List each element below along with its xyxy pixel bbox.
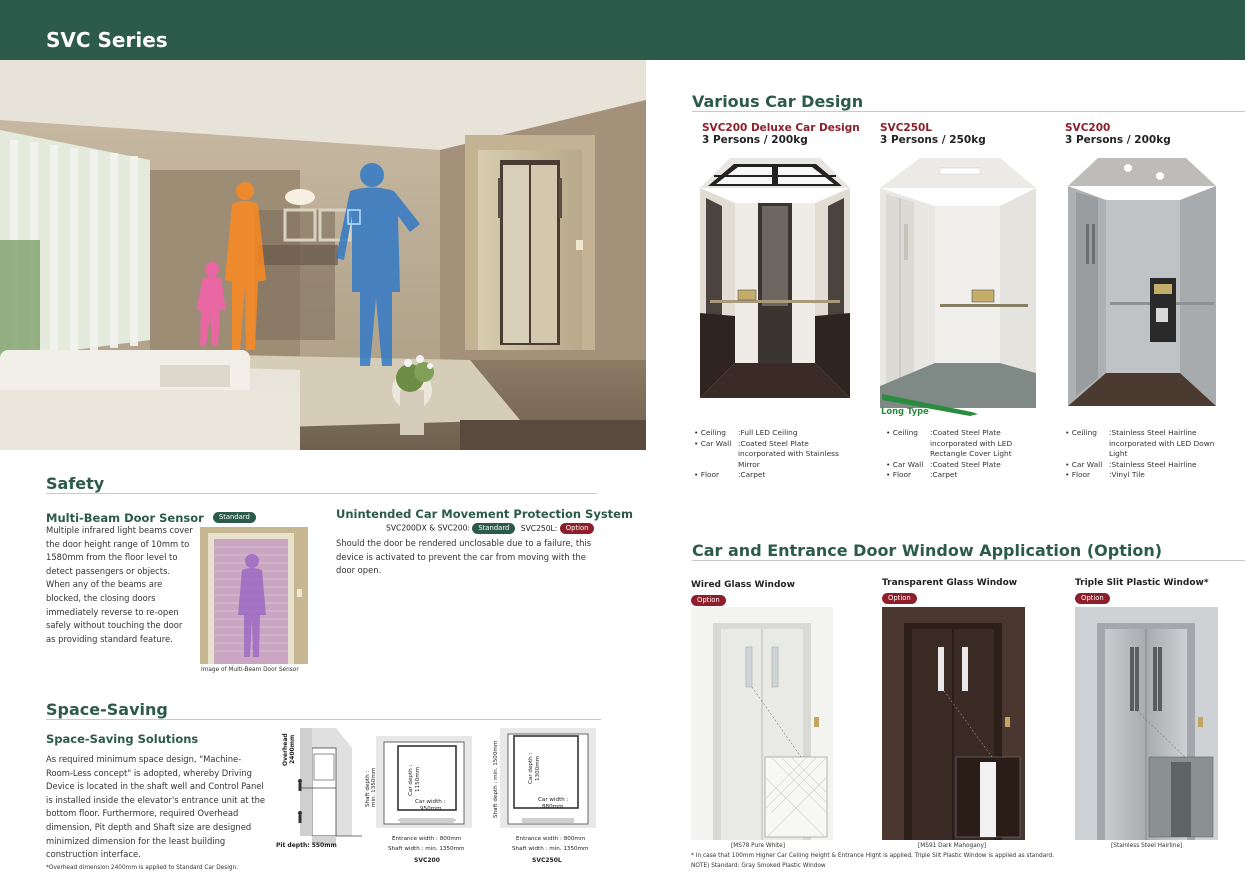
ucmp-text: Should the door be rendered unclosable due to a failure, this device is activated to prevent the car from moving with the door open. bbox=[336, 538, 592, 576]
spec-value: :Carpet bbox=[738, 470, 766, 480]
spec-key: • Car Wall bbox=[886, 459, 924, 469]
plan-svc200-name: SVC200 bbox=[414, 857, 440, 864]
window-name-1: Wired Glass Window bbox=[691, 580, 795, 590]
safety-heading: Safety bbox=[46, 474, 105, 493]
plan-svc200-shaft-depth: Shaft depth : bbox=[365, 770, 371, 807]
spec-key: • Floor bbox=[1065, 470, 1091, 480]
spec-value: :Stainless Steel Hairline bbox=[1109, 459, 1197, 469]
standard-badge: Standard bbox=[213, 512, 256, 523]
space-note: *Overhead dimension 2400mm is applied to Standard Car Design. bbox=[46, 865, 239, 871]
car-title-1 bbox=[702, 122, 860, 146]
space-text: As required minimum space design, "Machine-Room-Less concept" is adopted, whereby Driving Device is located in the shaft well and Control Panel is installed inside the elevator's entrance unit at the bottom floor. Furthermore, required Overhead dimension, Pit depth and Shaft size are designed minimized dimension for the least building construction interface. bbox=[46, 754, 266, 860]
plan-svc250l bbox=[486, 726, 604, 866]
spec-key: • Ceiling bbox=[694, 428, 726, 437]
spec-row bbox=[886, 428, 1036, 460]
section-diagram bbox=[272, 726, 362, 856]
spec-row bbox=[886, 470, 1036, 481]
plan-svc200-car-width-val: 950mm bbox=[420, 806, 442, 812]
door-caption-3: [Stainless Steel Hairline] bbox=[1111, 843, 1183, 849]
car-capacity-2: 3 Persons / 250kg bbox=[880, 134, 986, 146]
car-name-1: SVC200 Deluxe Car Design bbox=[702, 122, 860, 134]
plan-svc200-car-depth-val: 1150mm bbox=[415, 766, 421, 792]
spec-row bbox=[694, 470, 844, 481]
multibeam-sensor-image bbox=[200, 527, 308, 664]
car-specs-3 bbox=[1065, 428, 1215, 481]
spec-row bbox=[1065, 428, 1215, 460]
plan-svc200-shaft-width: Shaft width : min. 1350mm bbox=[388, 846, 465, 852]
window-name-2: Transparent Glass Window bbox=[882, 578, 1018, 588]
window-title-2 bbox=[882, 578, 1017, 607]
plan-svc250l-entrance: Entrance width : 800mm bbox=[516, 836, 586, 842]
plan-svc250l-car-depth-val: 1300mm bbox=[535, 755, 541, 781]
spec-key: • Car Wall bbox=[694, 438, 732, 448]
plan-svc200-car-depth: Car depth : bbox=[408, 764, 414, 796]
spec-value: :Coated Steel Plate bbox=[930, 459, 1001, 469]
overhead-value: 2400mm bbox=[289, 734, 296, 764]
hero-image bbox=[0, 60, 646, 450]
spec-value: :Stainless Steel Hairline incorporated with LED Down Light bbox=[1109, 428, 1215, 459]
plan-svc200 bbox=[362, 732, 482, 866]
windows-heading: Car and Entrance Door Window Application (Option) bbox=[692, 541, 1163, 560]
plan-svc250l-name: SVC250L bbox=[532, 857, 562, 864]
ucmp-title: Unintended Car Movement Protection System bbox=[336, 507, 633, 521]
spec-value: :Coated Steel Plate incorporated with Stainless Mirror bbox=[738, 438, 839, 469]
plan-svc250l-car-width: Car width : bbox=[538, 797, 569, 803]
spec-key: • Floor bbox=[694, 470, 720, 480]
ucmp-label-b: SVC250L: bbox=[520, 523, 558, 533]
car-image-deluxe bbox=[700, 158, 850, 398]
multibeam-caption: Image of Multi-Beam Door Sensor bbox=[201, 667, 299, 673]
car-capacity-1: 3 Persons / 200kg bbox=[702, 134, 808, 146]
car-specs-2 bbox=[886, 428, 1036, 481]
plan-svc250l-shaft-depth: Shaft depth : min. 1500mm bbox=[493, 740, 499, 818]
multibeam-title: Multi-Beam Door Sensor bbox=[46, 511, 204, 525]
windows-rule bbox=[692, 560, 1245, 561]
car-name-2: SVC250L bbox=[880, 122, 933, 134]
ucmp-badges bbox=[386, 523, 594, 534]
spec-row bbox=[1065, 470, 1215, 481]
plan-svc200-entrance: Entrance width : 800mm bbox=[392, 836, 462, 842]
car-name-3: SVC200 bbox=[1065, 122, 1111, 134]
spec-key: • Floor bbox=[886, 470, 912, 480]
car-image-svc200 bbox=[1068, 158, 1216, 406]
right-margin bbox=[1245, 0, 1260, 881]
car-title-2 bbox=[880, 122, 986, 146]
spec-key: • Ceiling bbox=[1065, 428, 1097, 437]
car-title-3 bbox=[1065, 122, 1171, 146]
ucmp-option-badge: Option bbox=[560, 523, 595, 534]
door-image-1 bbox=[691, 607, 833, 840]
page-header bbox=[0, 0, 1245, 60]
windows-footnote-1: * In case that 100mm Higher Car Ceiling Height & Entrance Hight is applied, Triple Slit Plastic Window is applied as standard. bbox=[691, 853, 1055, 859]
pit-depth-label: Pit depth: 550mm bbox=[276, 842, 337, 849]
car-capacity-3: 3 Persons / 200kg bbox=[1065, 134, 1171, 146]
window-option-badge-2: Option bbox=[882, 593, 917, 604]
window-title-1 bbox=[691, 580, 795, 609]
plan-svc250l-car-depth: Car depth : bbox=[528, 752, 534, 784]
spec-value: :Coated Steel Plate incorporated with LED Rectangle Cover Light bbox=[930, 428, 1013, 459]
plan-svc250l-shaft-width: Shaft width : min. 1350mm bbox=[512, 846, 589, 852]
spec-row bbox=[694, 439, 844, 471]
window-option-badge-1: Option bbox=[691, 595, 726, 606]
multibeam-text: Multiple infrared light beams cover the door height range of 10mm to 1580mm from the floor level to detect passengers or objects. When any of the beams are blocked, the closing doors immediately reverse to re-open safely without touching the door as providing standard feature. bbox=[46, 525, 193, 644]
car-image-svc250l bbox=[880, 158, 1036, 408]
window-name-3: Triple Slit Plastic Window* bbox=[1075, 578, 1209, 588]
windows-footnote-2: NOTE) Standard: Gray Smoked Plastic Window bbox=[691, 863, 826, 869]
door-caption-1: [MS78 Pure White] bbox=[731, 843, 786, 849]
spec-row bbox=[1065, 460, 1215, 471]
spec-row bbox=[886, 460, 1036, 471]
spec-key: • Ceiling bbox=[886, 428, 918, 437]
ucmp-standard-badge: Standard bbox=[472, 523, 515, 534]
ucmp-label-a: SVC200DX & SVC200: bbox=[386, 523, 470, 533]
page-title: SVC Series bbox=[46, 28, 168, 52]
spec-value: :Vinyl Tile bbox=[1109, 470, 1145, 480]
safety-rule bbox=[46, 493, 597, 494]
overhead-label: Overhead bbox=[282, 733, 289, 766]
plan-svc200-shaft-depth-val: min. 1350mm bbox=[371, 767, 377, 807]
long-type-label: Long Type bbox=[881, 406, 929, 416]
car-design-heading: Various Car Design bbox=[692, 92, 864, 111]
space-subheading: Space-Saving Solutions bbox=[46, 732, 199, 746]
plan-svc250l-car-width-val: 880mm bbox=[542, 804, 564, 810]
spec-value: :Carpet bbox=[930, 470, 958, 480]
door-image-3 bbox=[1075, 607, 1218, 840]
space-rule bbox=[46, 719, 601, 720]
door-image-2 bbox=[882, 607, 1025, 840]
spec-row bbox=[694, 428, 844, 439]
plan-svc200-car-width: Car width : bbox=[415, 799, 446, 805]
window-title-3 bbox=[1075, 578, 1209, 607]
window-option-badge-3: Option bbox=[1075, 593, 1110, 604]
door-caption-2: [MS91 Dark Mahogany] bbox=[918, 843, 987, 849]
space-heading: Space-Saving bbox=[46, 700, 168, 719]
spec-key: • Car Wall bbox=[1065, 459, 1103, 469]
car-specs-1 bbox=[694, 428, 844, 481]
car-design-rule bbox=[692, 111, 1245, 112]
spec-value: :Full LED Ceiling bbox=[738, 428, 798, 437]
